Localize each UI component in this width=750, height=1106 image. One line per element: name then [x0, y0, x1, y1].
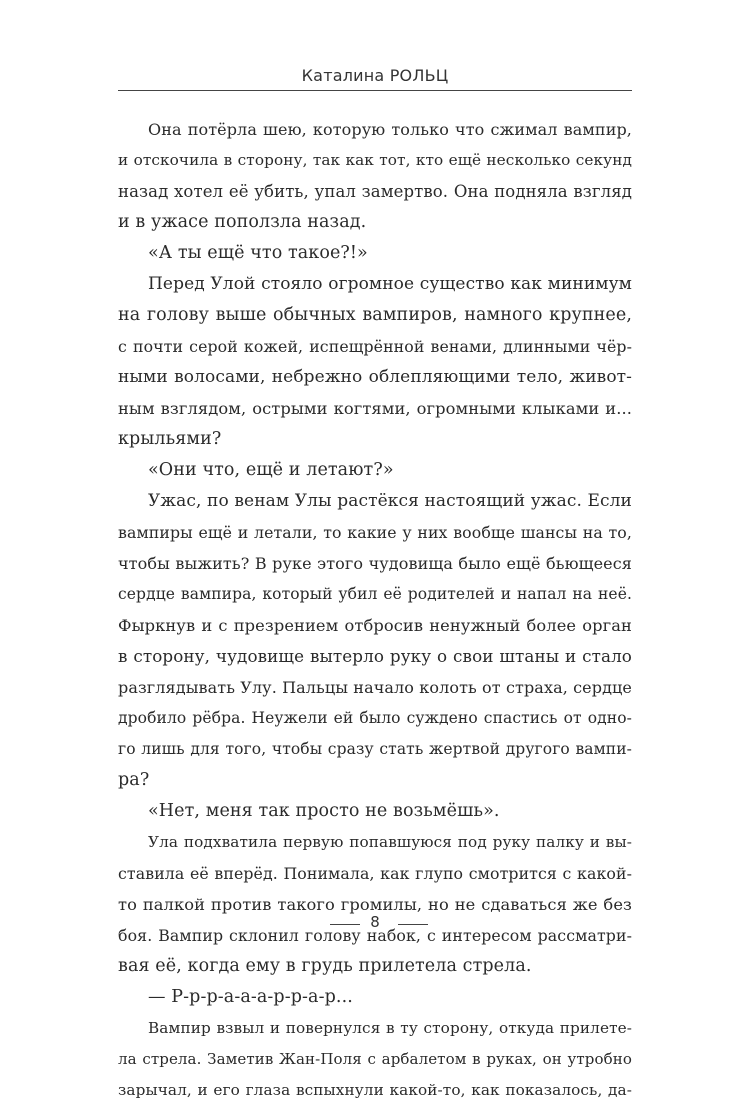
text-line: с почти серой кожей, испещрённой венами, длинными чёр-: [118, 337, 632, 356]
text-line: го лишь для того, чтобы сразу стать жертвой другого вампи-: [118, 740, 632, 758]
text-line: и в ужасе поползла назад.: [118, 212, 367, 232]
text-line: чтобы выжить? В руке этого чудовища было ещё бьющееся: [118, 554, 632, 573]
text-line: ла стрела. Заметив Жан-Поля с арбалетом в руках, он утробно: [118, 1050, 632, 1068]
text-line: то палкой против такого громилы, но не сдаваться же без: [118, 895, 632, 914]
text-line: в сторону, чудовище вытерло руку о свои штаны и стало: [118, 646, 632, 666]
text-line: «А ты ещё что такое?!»: [148, 243, 368, 263]
text-line: боя. Вампир склонил голову набок, с интересом рассматри-: [118, 926, 632, 945]
text-line: Ула подхватила первую попавшуюся под руку палку и вы-: [148, 833, 632, 851]
text-line: «Нет, меня так просто не возьмёшь».: [148, 801, 500, 821]
page-body: [118, 114, 632, 1106]
text-line: сердце вампира, который убил её родителей и напал на неё.: [118, 585, 632, 603]
folio-dash-right: [398, 924, 428, 925]
text-line: и отскочила в сторону, так как тот, кто ещё несколько секунд: [118, 151, 632, 169]
text-line: Фыркнув и с презрением отбросив ненужный более орган: [118, 616, 632, 635]
text-line: Перед Улой стояло огромное существо как минимум: [148, 274, 632, 294]
text-line: ным взглядом, острыми когтями, огромными клыками и...: [118, 399, 632, 418]
text-line: зарычал, и его глаза вспыхнули какой-то, как показалось, да-: [118, 1081, 632, 1099]
text-line: ными волосами, небрежно облепляющими тело, живот-: [118, 367, 632, 387]
text-line: разглядывать Улу. Пальцы начало колоть от страха, сердце: [118, 678, 632, 697]
text-line: вампиры ещё и летали, то какие у них вообще шансы на то,: [118, 523, 632, 542]
text-line: ра?: [118, 770, 150, 790]
text-line: назад хотел её убить, упал замертво. Она подняла взгляд: [118, 182, 632, 201]
text-line: Она потёрла шею, которую только что сжимал вампир,: [148, 120, 632, 139]
text-line: Ужас, по венам Улы растёкся настоящий ужас. Если: [148, 491, 632, 511]
text-line: — Р-р-р-а-а-а-р-р-а-р...: [148, 987, 353, 1007]
text-line: вая её, когда ему в грудь прилетела стрела.: [118, 956, 532, 976]
text-line: Вампир взвыл и повернулся в ту сторону, откуда прилете-: [148, 1019, 632, 1037]
text-line: «Они что, ещё и летают?»: [148, 460, 394, 480]
text-line: на голову выше обычных вампиров, намного крупнее,: [118, 305, 632, 325]
running-head-author: Каталина РОЛЬЦ: [301, 66, 449, 85]
page-number: 8: [370, 913, 380, 931]
header-rule: [118, 90, 632, 91]
text-line: дробило рёбра. Неужели ей было суждено спастись от одно-: [118, 709, 632, 727]
text-line: ставила её вперёд. Понимала, как глупо смотрится с какой-: [118, 864, 632, 883]
text-line: крыльями?: [118, 429, 222, 449]
